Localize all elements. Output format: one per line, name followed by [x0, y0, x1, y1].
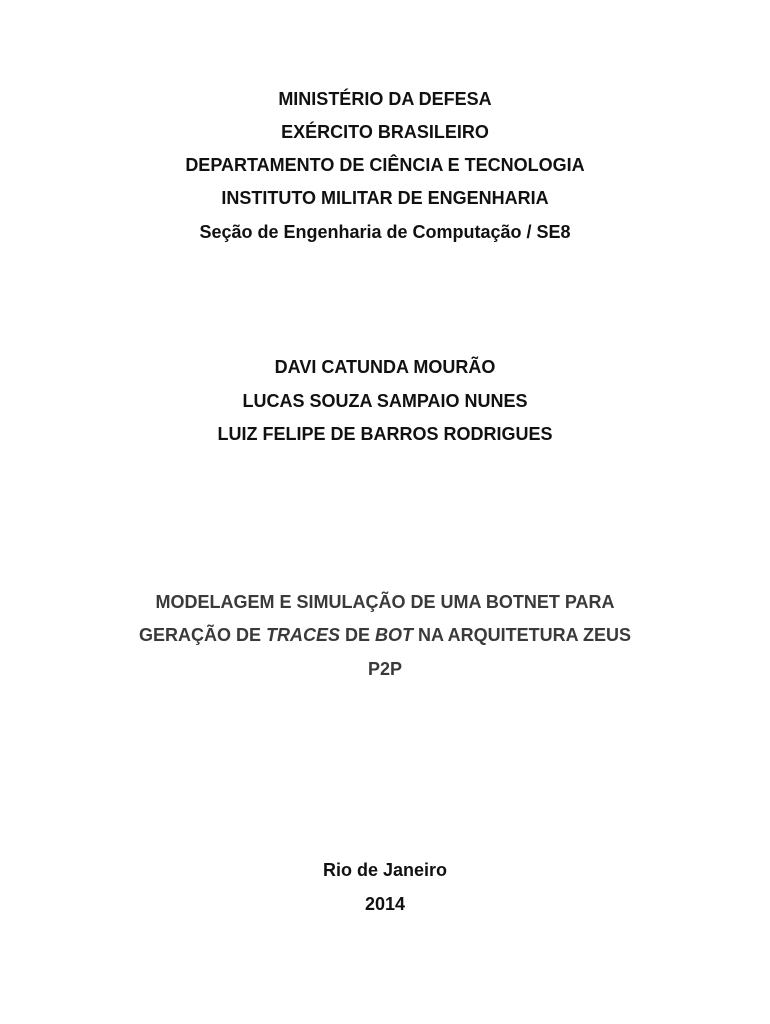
title-line-3: P2P	[367, 659, 403, 679]
title-italic-bot: BOT	[375, 625, 414, 645]
title-line-2	[0, 624, 770, 646]
author-name: LUIZ FELIPE DE BARROS RODRIGUES	[217, 424, 553, 444]
title-italic-traces: TRACES	[265, 625, 340, 645]
section-line: Seção de Engenharia de Computação / SE8	[199, 222, 571, 242]
department-line: DEPARTAMENTO DE CIÊNCIA E TECNOLOGIA	[185, 155, 585, 175]
city-line: Rio de Janeiro	[322, 860, 448, 880]
title-text: DE	[340, 625, 376, 645]
author-name: LUCAS SOUZA SAMPAIO NUNES	[242, 391, 528, 411]
ministry-line: MINISTÉRIO DA DEFESA	[278, 89, 492, 109]
author-name: DAVI CATUNDA MOURÃO	[274, 357, 496, 377]
title-text: GERAÇÃO DE	[138, 625, 266, 645]
year-line: 2014	[364, 894, 406, 914]
army-line: EXÉRCITO BRASILEIRO	[281, 122, 489, 142]
title-line-1: MODELAGEM E SIMULAÇÃO DE UMA BOTNET PARA	[155, 592, 615, 612]
institute-line: INSTITUTO MILITAR DE ENGENHARIA	[221, 188, 549, 208]
title-text: NA ARQUITETURA ZEUS	[413, 625, 632, 645]
